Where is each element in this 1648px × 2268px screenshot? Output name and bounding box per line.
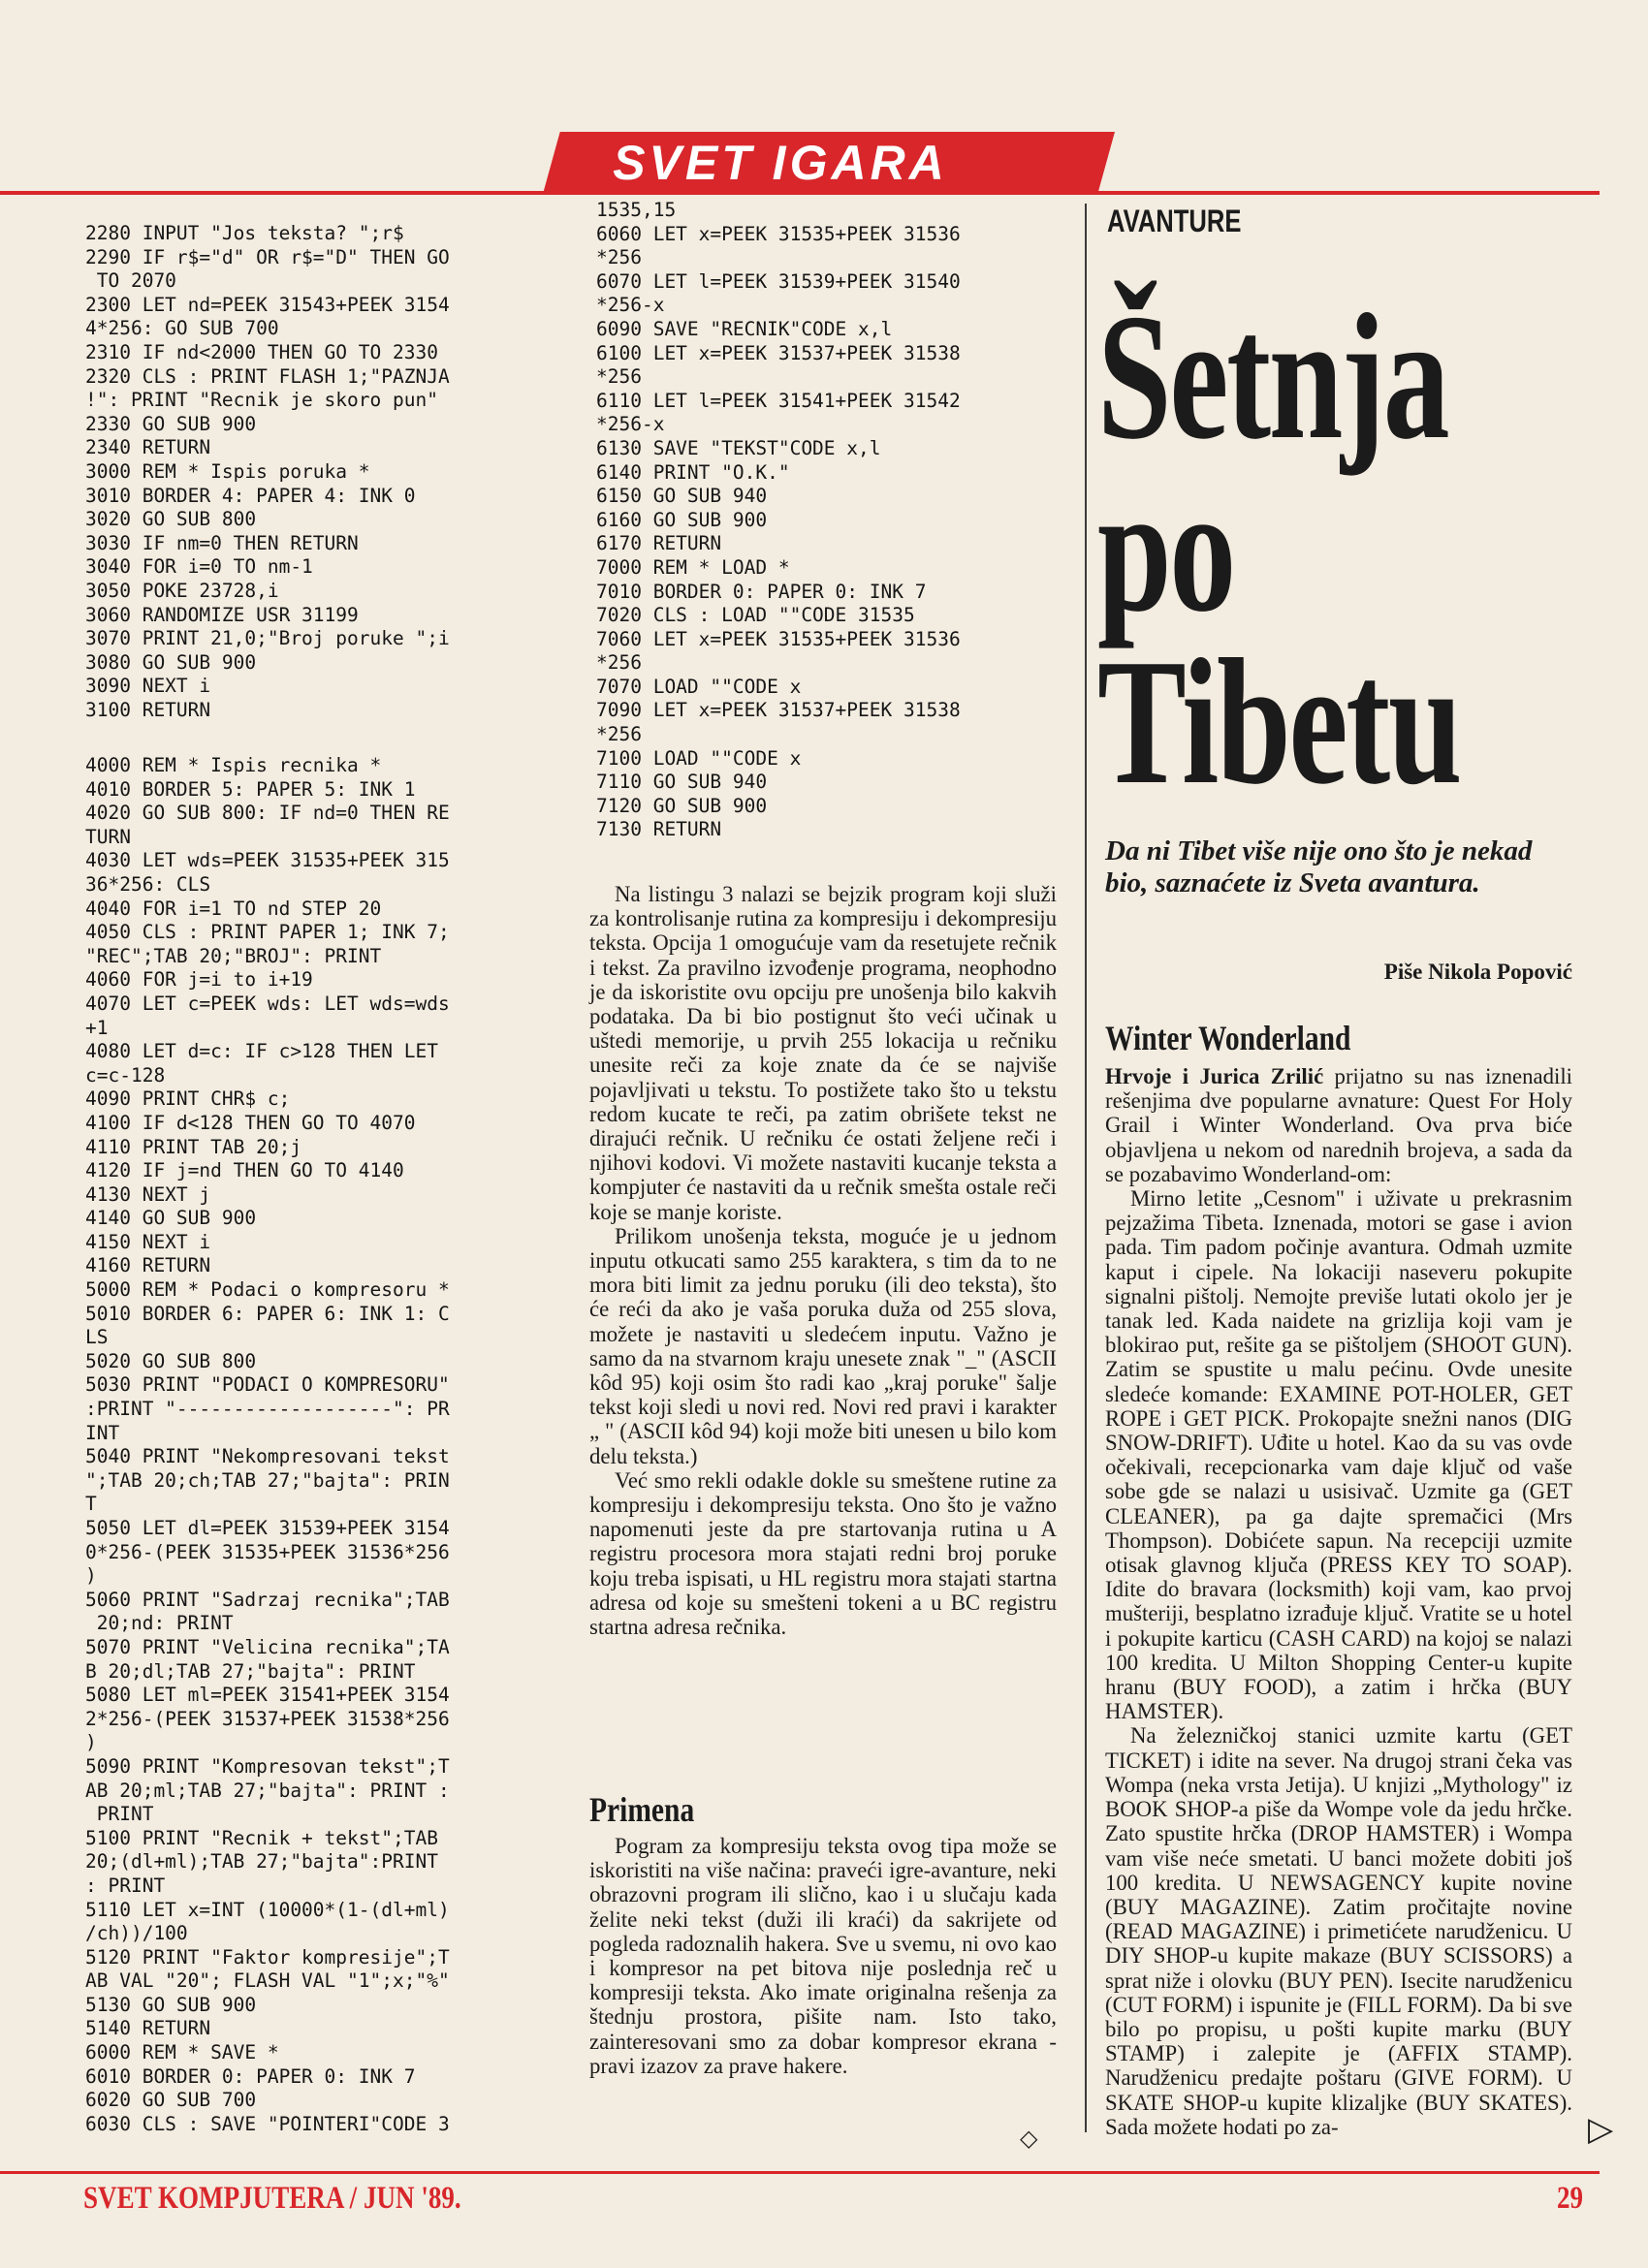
bottom-red-rule — [0, 2171, 1600, 2174]
continue-arrow-icon: ▷ — [1588, 2110, 1614, 2149]
column-divider — [1085, 204, 1087, 2132]
subheading-winter-wonderland: Winter Wonderland — [1105, 1019, 1351, 1057]
footer-magazine-issue: SVET KOMPJUTERA / JUN '89. — [83, 2181, 461, 2216]
paragraph: Prilikom unošenja teksta, moguće je u jednom inputu otkucati samo 255 karaktera, s tim da to ne mora biti limit za jednu poruku (ili deo teksta), što će reći da ako je vaša poruka duža od 255 slova, možete je nastaviti u sledećem inputu. Važno je samo da na stvarnom kraju unesete znak "_" (ASCII kôd 95) koji osim što radi kao „kraj poruke" šalje tekst koji sledi u novi red. Novi red pravi i karakter „ " (ASCII kôd 94) koji može biti unesen u bilo kom delu teksta.) — [589, 1223, 1057, 1468]
paragraph — [1105, 1064, 1572, 1186]
article-subtitle: Da ni Tibet više nije ono što je nekad bio, saznaćete iz Sveta avantura. — [1105, 835, 1533, 898]
lead-text: prijatno su nas iznenadili rešenjima dve popularne avnature: Quest For Holy Grail i Winter Wonderland. Ova prva biće objavljena u nekom od narednih brojeva, a sada da se pozabavimo Wonderland-om: — [1105, 1064, 1573, 1186]
banner-title: SVET IGARA — [613, 136, 948, 190]
article-body-middle — [589, 882, 1057, 1639]
code-listing-col1-bottom: 4000 REM * Ispis recnika * 4010 BORDER 5: PAPER 5: INK 1 4020 GO SUB 800: IF nd=0 THEN RE TURN 4030 LET wds=PEEK 31535+PEEK 315 36*256: CLS 4040 FOR i=1 TO nd STEP 20 4050 CLS : PRINT PAPER 1; INK 7; "REC";TAB 20;"BROJ": PRINT 4060 FOR j=i to i+19 4070 LET c=PEEK wds: LET wds=wds +1 4080 LET d=c: IF c>128 THEN LET c=c-128 4090 PRINT CHR$ c; 4100 IF d<128 THEN GO TO 4070 4110 PRINT TAB 20;j 4120 IF j=nd THEN GO TO 4140 4130 NEXT j 4140 GO SUB 900 4150 NEXT i 4160 RETURN 5000 REM * Podaci o kompresoru * 5010 BORDER 6: PAPER 6: INK 1: C LS 5020 GO SUB 800 5030 PRINT "PODACI O KOMPRESORU" :PRINT "-------------------": PR INT 5040 PRINT "Nekompresovani tekst ";TAB 20;ch;TAB 27;"bajta": PRIN T 5050 LET dl=PEEK 31539+PEEK 3154 0*256-(PEEK 31535+PEEK 31536*256 ) 5060 PRINT "Sadrzaj recnika";TAB 20;nd: PRINT 5070 PRINT "Velicina recnika";TA B 20;dl;TAB 27;"bajta": PRINT 5080 LET ml=PEEK 31541+PEEK 3154 2*256-(PEEK 31537+PEEK 31538*256 ) 5090 PRINT "Kompresovan tekst";T AB 20;ml;TAB 27;"bajta": PRINT : PRINT 5100 PRINT "Recnik + tekst";TAB 20;(dl+ml);TAB 27;"bajta":PRINT : PRINT 5110 LET x=INT (10000*(1-(dl+ml) /ch))/100 5120 PRINT "Faktor kompresije";T AB VAL "20"; FLASH VAL "1";x;"%" 5130 GO SUB 900 5140 RETURN 6000 REM * SAVE * 6010 BORDER 0: PAPER 0: INK 7 6020 GO SUB 700 6030 CLS : SAVE "POINTERI"CODE 3 — [85, 754, 450, 2135]
page-number: 29 — [1557, 2181, 1584, 2216]
end-of-article-mark: ◇ — [1020, 2126, 1038, 2152]
section-label: AVANTURE — [1107, 204, 1242, 238]
paragraph: Na železničkoj stanici uzmite kartu (GET TICKET) i idite na sever. Na drugoj strani čeka vas Wompa (neka vrsta Jetija). U knjizi „Mythology" iz BOOK SHOP-a piše da Wompe vole da jedu hrčke. Zato spustite hrčka (DROP HAMSTER) i Wompa vam više neće smetati. U banci možete dobiti još 100 kredita. U NEWSAGENCY kupite novine (BUY MAGAZINE). Zatim pročitajte novine (READ MAGAZINE) i primetićete narudženicu. U DIY SHOP-u kupite makaze (BUY SCISSORS) a sprat niže i olovku (BUY PEN). Isecite narudženicu (CUT FORM) i ispunite je (FILL FORM). Da bi sve bilo po propisu, u pošti kupite marku (BUY STAMP) i zalepite je (AFFIX STAMP). Narudženicu predajte poštaru (GIVE FORM). U SKATE SHOP-u kupite klizaljke (BUY SKATES). Sada možete hodati po za- — [1105, 1723, 1572, 2139]
code-listing-col2: 1535,15 6060 LET x=PEEK 31535+PEEK 31536 *256 6070 LET l=PEEK 31539+PEEK 31540 *256-x 6090 SAVE "RECNIK"CODE x,l 6100 LET x=PEEK 31537+PEEK 31538 *256 6110 LET l=PEEK 31541+PEEK 31542 *256-x 6130 SAVE "TEKST"CODE x,l 6140 PRINT "O.K." 6150 GO SUB 940 6160 GO SUB 900 6170 RETURN 7000 REM * LOAD * 7010 BORDER 0: PAPER 0: INK 7 7020 CLS : LOAD ""CODE 31535 7060 LET x=PEEK 31535+PEEK 31536 *256 7070 LOAD ""CODE x 7090 LET x=PEEK 31537+PEEK 31538 *256 7100 LOAD ""CODE x 7110 GO SUB 940 7120 GO SUB 900 7130 RETURN — [596, 199, 961, 841]
article-title: Šetnja po Tibetu — [1097, 277, 1461, 822]
paragraph: Mirno letite „Cesnom" i uživate u prekrasnim pejzažima Tibeta. Iznenada, motori se gase i avion pada. Tim padom počinje avantura. Odmah uzmite kaput i cipele. Na lokaciji naseveru pokupite signalni pištolj. Nemojte previše lutati okolo jer je tanak led. Kada naidete na grizlija koji vam je blokirao put, rešite ga se pištoljem (SHOOT GUN). Zatim se spustite u malu pećinu. Ovde unesite sledeće komande: EXAMINE POT-HOLER, GET ROPE i GET PICK. Prokopajte snežni nanos (DIG SNOW-DRIFT). Uđite u hotel. Kao da su vas ovde očekivali, recepcionarka vam daje ključ od vaše sobe gde se nalazi u usisivač. Uzmite ga (GET CLEANER), pa ga dajte spremačici (Mrs Thompson). Dobićete sapun. Na recepciji uzmite otisak glavnog ključa (PRESS KEY TO SOAP). Idite do bravara (locksmith) koji vam, kao prvoj mušteriji, besplatno izrađuje ključ. Vratite se u hotel i pokupite karticu (CASH CARD) na kojoj se nalazi 100 kredita. U Milton Shopping Center-u kupite hranu (BUY FOOD), a zatim i hrčka (BUY HAMSTER). — [1105, 1186, 1572, 1724]
subheading-primena: Primena — [589, 1790, 695, 1829]
paragraph: Pogram za kompresiju teksta ovog tipa može se iskoristiti na više načina: praveći igre-avanture, neki obrazovni program ili slično, kao i u slučaju kada želite neki tekst (duži ili kraći) da sakrijete od pogleda radoznalih hakera. Sve u svemu, ni ovo kao i kompresor na pet bitova nije poslednja reč u kompresiji teksta. Ako imate originalna rešenja za štednju prostora, pišite nam. Isto tako, zainteresovani smo za dobar kompresor ekrana - pravi izazov za prave hakere. — [589, 1834, 1057, 2078]
paragraph: Već smo rekli odakle dokle su smeštene rutine za kompresiju i dekompresiju teksta. Ono što je važno napomenuti jeste da pre startovanja rutina u A registru procesora mora stajati redni broj poruke koju treba ispisati, u HL registru mora stajati startna adresa od koje su smešteni tokeni a u BC registru startna adresa rečnika. — [589, 1467, 1057, 1640]
article-body-right — [1105, 1064, 1572, 2139]
article-body-primena — [589, 1834, 1057, 2078]
code-listing-col1-top: 2280 INPUT "Jos teksta? ";r$ 2290 IF r$="d" OR r$="D" THEN GO TO 2070 2300 LET nd=PEEK 31543+PEEK 3154 4*256: GO SUB 700 2310 IF nd<2000 THEN GO TO 2330 2320 CLS : PRINT FLASH 1;"PAZNJA !": PRINT "Recnik je skoro pun" 2330 GO SUB 900 2340 RETURN 3000 REM * Ispis poruka * 3010 BORDER 4: PAPER 4: INK 0 3020 GO SUB 800 3030 IF nm=0 THEN RETURN 3040 FOR i=0 TO nm-1 3050 POKE 23728,i 3060 RANDOMIZE USR 31199 3070 PRINT 21,0;"Broj poruke ";i 3080 GO SUB 900 3090 NEXT i 3100 RETURN — [85, 222, 450, 721]
paragraph: Na listingu 3 nalazi se bejzik program koji služi za kontrolisanje rutina za kompresiju i dekompresiju teksta. Opcija 1 omogućuje vam da resetujete rečnik i tekst. Za pravilno izvođenje programa, neophodno je da iskoristite ovu opciju pre unošenja bilo kakvih podataka. Da bi bio postignut što veći učinak u uštedi memorije, u prvih 255 lokacija u rečniku unesite reči za koje znate da će se najviše pojavljivati u tekstu. To postižete tako što u tekstu redom kucate te reči, pa zatim obrišete tekst ne dirajući rečnik. U rečniku će ostati željene reči i njihovi kodovi. Vi možete nastaviti kucanje teksta a kompjuter će nastaviti da u rečnik smešta ostale reči koje se manje koriste. — [589, 882, 1057, 1224]
author-byline: Piše Nikola Popović — [1383, 960, 1572, 984]
lead-names: Hrvoje i Jurica Zrilić — [1105, 1064, 1324, 1088]
